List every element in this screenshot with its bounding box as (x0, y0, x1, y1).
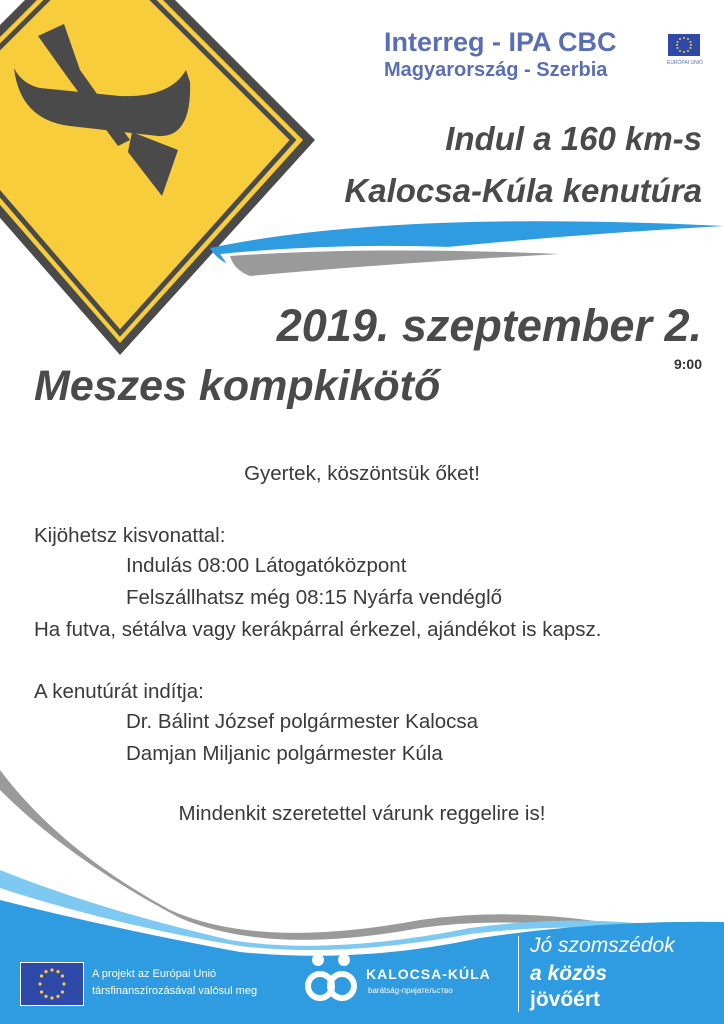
starter-2: Damjan Miljanic polgármester Kúla (126, 742, 443, 765)
interreg-logo (384, 26, 714, 82)
eu-text-line2: társfinanszírozásával valósul meg (92, 985, 258, 997)
partner-tagline: barátság-пријатељство (368, 986, 453, 995)
eu-cofinancing-text (92, 966, 257, 1000)
train-departure-1: Indulás 08:00 Látogatóközpont (126, 554, 407, 577)
kalocsa-kula-logo-icon (304, 950, 360, 1010)
program-title: Interreg - IPA CBC (384, 27, 617, 57)
event-title-line1: Indul a 160 km-s (445, 120, 702, 157)
slogan-line3: jövőért (530, 988, 601, 1011)
slogan-line2: a közös (530, 962, 608, 985)
eu-caption: EURÓPAI UNIÓ (666, 60, 704, 66)
greeting: Gyertek, köszöntsük őket! (244, 462, 480, 485)
eu-flag-icon (668, 34, 700, 56)
event-date: 2019. szeptember 2. (276, 300, 702, 351)
event-venue: Meszes kompkikötő (34, 362, 441, 410)
eu-flag-icon (20, 962, 84, 1006)
slogan-line1: Jó szomszédok (530, 934, 675, 957)
event-time: 9:00 (673, 356, 702, 372)
breakfast-invitation: Mindenkit szeretettel várunk reggelire is! (178, 802, 546, 825)
train-intro: Kijöhetsz kisvonattal: (34, 524, 226, 547)
eu-text-line1: A projekt az Európai Unió (92, 968, 217, 980)
program-subtitle: Magyarország - Szerbia (384, 59, 608, 81)
footer-divider (518, 936, 519, 1012)
starter-intro: A kenutúrát indítja: (34, 680, 204, 703)
event-title-line2: Kalocsa-Kúla kenutúra (344, 172, 702, 209)
train-departure-2: Felszállhatsz még 08:15 Nyárfa vendéglő (126, 586, 503, 609)
starter-1: Dr. Bálint József polgármester Kalocsa (126, 710, 479, 733)
partner-name: KALOCSA-KÚLA (366, 966, 491, 982)
gift-line: Ha futva, sétálva vagy kerákpárral érkezel, ajándékot is kapsz. (34, 618, 602, 641)
decorative-swoosh (210, 210, 724, 290)
